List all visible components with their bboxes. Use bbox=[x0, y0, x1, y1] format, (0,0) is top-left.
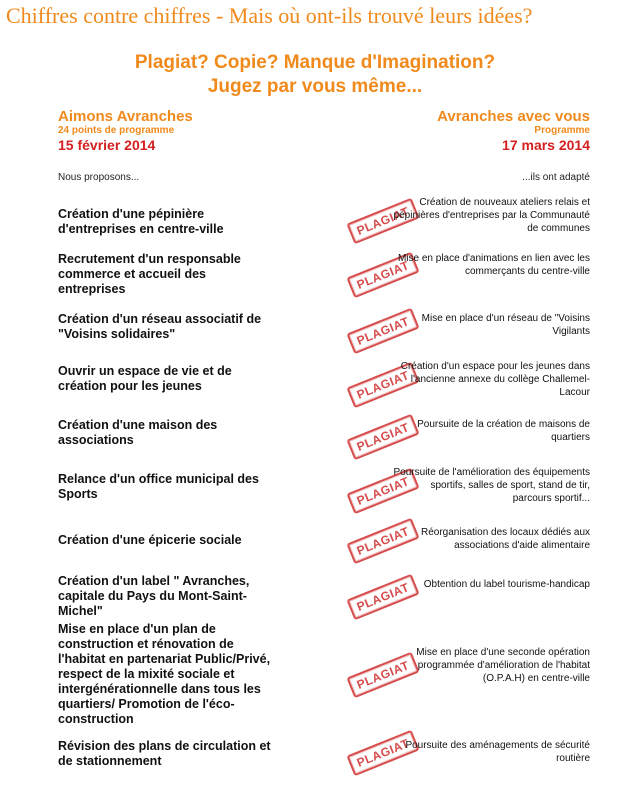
headline-line-2: Jugez par vous même... bbox=[207, 76, 423, 97]
proposal-right-4: Création d'un espace pour les jeunes dans l'ancienne annexe du collège Challemel-Lacour bbox=[400, 361, 590, 398]
right-column-title: Avranches avec vous bbox=[437, 108, 590, 125]
proposal-left-6: Relance d'un office municipal des Sports bbox=[58, 472, 259, 501]
plagiat-stamp-icon: PLAGIAT bbox=[346, 574, 419, 621]
proposal-left-7: Création d'une épicerie sociale bbox=[58, 533, 242, 547]
proposal-right-1: Création de nouveaux ateliers relais et pépinières d'entreprises par la Communauté de communes bbox=[393, 197, 590, 234]
proposal-right-8: Obtention du label tourisme-handicap bbox=[423, 579, 590, 590]
plagiat-stamp-icon: PLAGIAT bbox=[346, 308, 419, 355]
proposal-left-8: Création d'un label " Avranches, capitale du Pays du Mont-Saint-Michel" bbox=[58, 574, 250, 618]
proposal-right-6: Poursuite de l'amélioration des équipements sportifs, salles de sport, stand de tir, parcours sportif... bbox=[393, 467, 590, 504]
proposal-left-9: Mise en place d'un plan de construction et rénovation de l'habitat en partenariat Public/Privé, respect de la mixité sociale et intergénérationnelle dans tous les quartiers/ Promotion de l'éco-construction bbox=[58, 622, 271, 726]
page-title: Chiffres contre chiffres - Mais où ont-ils trouvé leurs idées? bbox=[6, 3, 533, 28]
left-column-subtitle: 24 points de programme bbox=[58, 125, 175, 136]
right-column-date: 17 mars 2014 bbox=[502, 137, 590, 153]
plagiat-stamp-icon: PLAGIAT bbox=[346, 362, 419, 409]
plagiat-stamp-icon: PLAGIAT bbox=[346, 730, 419, 777]
plagiat-stamp-icon: PLAGIAT bbox=[346, 518, 419, 565]
right-column-subtitle: Programme bbox=[534, 125, 590, 136]
plagiat-stamp-icon: PLAGIAT bbox=[346, 414, 419, 461]
proposal-right-7: Réorganisation des locaux dédiés aux associations d'aide alimentaire bbox=[421, 527, 590, 551]
left-column-title: Aimons Avranches bbox=[58, 108, 193, 125]
plagiat-stamp-icon: PLAGIAT bbox=[346, 652, 419, 699]
proposal-right-9: Mise en place d'une seconde opération programmée d'amélioration de l'habitat (O.P.A.H) en centre-ville bbox=[416, 647, 590, 684]
proposal-right-10: Poursuite des aménagements de sécurité routière bbox=[405, 740, 590, 764]
plagiat-stamp-icon: PLAGIAT bbox=[346, 252, 419, 299]
left-column-date: 15 février 2014 bbox=[58, 137, 156, 153]
proposal-right-5: Poursuite de la création de maisons de quartiers bbox=[417, 419, 590, 443]
proposal-left-1: Création d'une pépinière d'entreprises en centre-ville bbox=[58, 207, 224, 236]
proposal-left-4: Ouvrir un espace de vie et de création pour les jeunes bbox=[58, 364, 232, 393]
plagiat-stamp-icon: PLAGIAT bbox=[346, 198, 419, 245]
proposal-left-10: Révision des plans de circulation et de stationnement bbox=[58, 739, 271, 768]
right-column-intro: ...ils ont adapté bbox=[522, 172, 590, 183]
proposal-left-2: Recrutement d'un responsable commerce et accueil des entreprises bbox=[58, 252, 241, 296]
left-column-intro: Nous proposons... bbox=[58, 172, 140, 183]
plagiat-stamp-icon: PLAGIAT bbox=[346, 468, 419, 515]
proposal-right-3: Mise en place d'un réseau de "Voisins Vigilants bbox=[421, 313, 590, 337]
proposal-right-2: Mise en place d'animations en lien avec les commerçants du centre-ville bbox=[397, 253, 590, 277]
headline-line-1: Plagiat? Copie? Manque d'Imagination? bbox=[134, 52, 496, 73]
proposal-left-3: Création d'un réseau associatif de "Voisins solidaires" bbox=[58, 312, 262, 341]
proposal-left-5: Création d'une maison des associations bbox=[58, 418, 218, 447]
